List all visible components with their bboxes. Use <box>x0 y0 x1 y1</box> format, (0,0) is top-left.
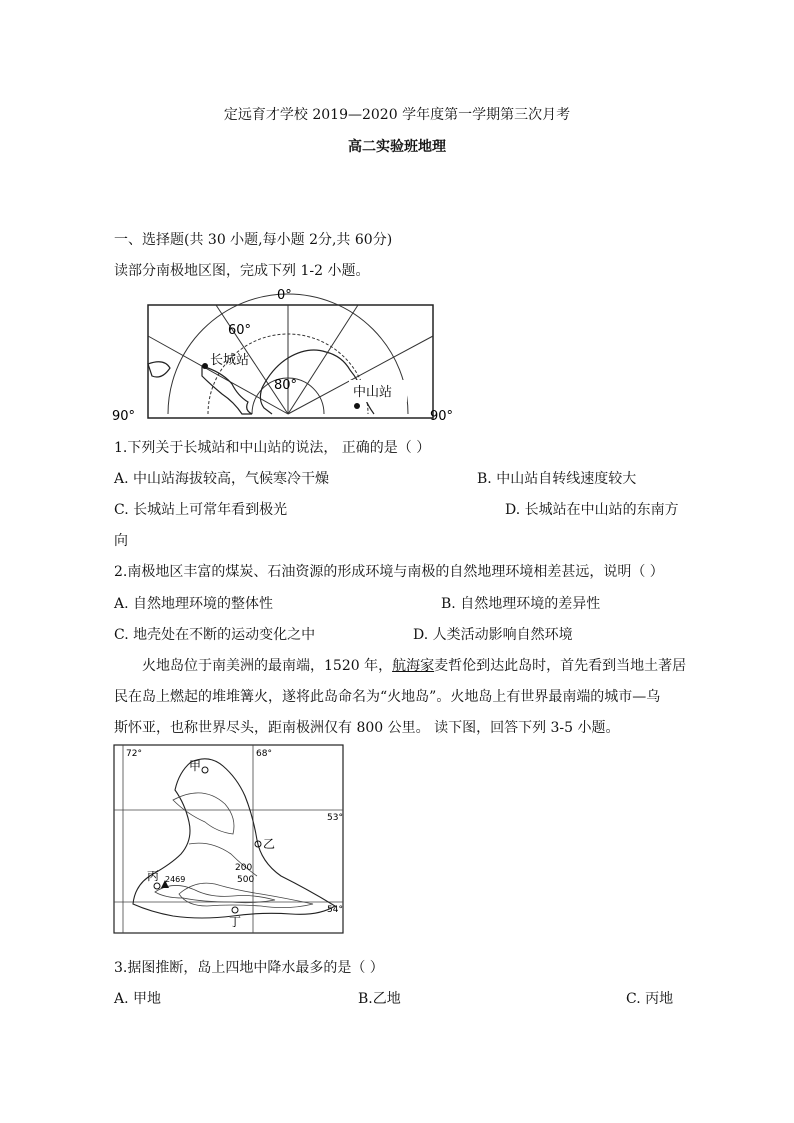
lat-54-label: 54° <box>327 905 343 915</box>
q2-stem: 2.南极地区丰富的煤炭、石油资源的形成环境与南极的自然地理环境相差甚远，说明（ ） <box>114 564 664 580</box>
place-jia-label: 甲 <box>189 759 202 773</box>
place-bing-marker <box>154 883 160 889</box>
contour-500 <box>155 885 275 902</box>
label-90-right: 90° <box>430 409 454 424</box>
q1-stem: 1.下列关于长城站和中山站的说法， 正确的是（ ） <box>114 440 431 456</box>
passage-line-2: 民在岛上燃起的堆堆篝火，遂将此岛命名为“火地岛”。火地岛上有世界最南端的城市—乌 <box>114 689 661 705</box>
island-outline <box>133 759 335 918</box>
passage-line-3: 斯怀亚，也称世界尽头，距南极洲仅有 800 公里。 读下图，回答下列 3-5 小题。 <box>114 720 620 736</box>
q1-option-b: B. 中山站自转线速度较大 <box>477 471 637 487</box>
passage-line-1-after: 麦哲伦到达此岛时，首先看到当地土著居 <box>434 658 687 674</box>
contour-north <box>173 793 234 834</box>
south-america-tip <box>148 362 170 377</box>
place-ding-marker <box>232 907 238 913</box>
place-jia-marker <box>202 767 208 773</box>
intro-1-2: 读部分南极地区图，完成下列 1-2 小题。 <box>114 263 370 279</box>
contour-200-label: 200 <box>235 863 253 873</box>
section-heading: 一、选择题(共 30 小题,每小题 2分,共 60分) <box>114 232 393 248</box>
q2-option-b: B. 自然地理环境的差异性 <box>441 596 601 612</box>
q1-option-a: A. 中山站海拔较高，气候寒冷干燥 <box>114 471 330 487</box>
station-a-marker <box>202 363 208 369</box>
q2-option-d: D. 人类活动影响自然环境 <box>413 627 573 643</box>
peak-elevation-label: 2469 <box>165 875 186 884</box>
passage-line-1-before: 火地岛位于南美洲的最南端，1520 年， <box>142 658 393 674</box>
q3-option-a: A. 甲地 <box>114 991 162 1007</box>
ice-shelf-edge <box>260 388 272 414</box>
q3-option-c: C. 丙地 <box>626 991 674 1007</box>
label-90-left: 90° <box>112 409 136 424</box>
passage-underlined-term: 航海家 <box>392 658 435 674</box>
tierra-del-fuego-map <box>113 744 347 938</box>
lat-53-label: 53° <box>327 813 343 823</box>
q2-option-c: C. 地壳处在不断的运动变化之中 <box>114 627 316 643</box>
q2-option-a: A. 自然地理环境的整体性 <box>114 596 274 612</box>
lon-68-label: 68° <box>256 749 272 759</box>
lon-72-label: 72° <box>126 749 142 759</box>
station-b-marker <box>354 403 360 409</box>
passage-line-1 <box>142 655 686 675</box>
exam-title: 定远育才学校 2019—2020 学年度第一学期第三次月考 <box>223 107 571 123</box>
q3-option-b: B.乙地 <box>358 991 401 1007</box>
place-ding-label: 丁 <box>229 915 242 929</box>
label-0: 0° <box>277 288 292 303</box>
contour-500-label: 500 <box>237 875 255 885</box>
place-yi-label: 乙 <box>263 837 276 851</box>
label-60: 60° <box>228 323 252 338</box>
q1-option-d: D. 长城站在中山站的东南方 <box>505 502 679 518</box>
station-a-label: 长城站 <box>210 353 250 368</box>
q1-option-c: C. 长城站上可常年看到极光 <box>114 502 288 518</box>
place-bing-label: 丙 <box>147 869 160 883</box>
exam-subtitle: 高二实验班地理 <box>348 139 446 155</box>
q1-option-d-continued: 向 <box>114 533 128 549</box>
station-b-label: 中山站 <box>353 385 393 400</box>
q3-stem: 3.据图推断，岛上四地中降水最多的是（ ） <box>114 960 384 976</box>
antarctic-map-figure <box>112 284 462 424</box>
label-80: 80° <box>274 378 298 393</box>
